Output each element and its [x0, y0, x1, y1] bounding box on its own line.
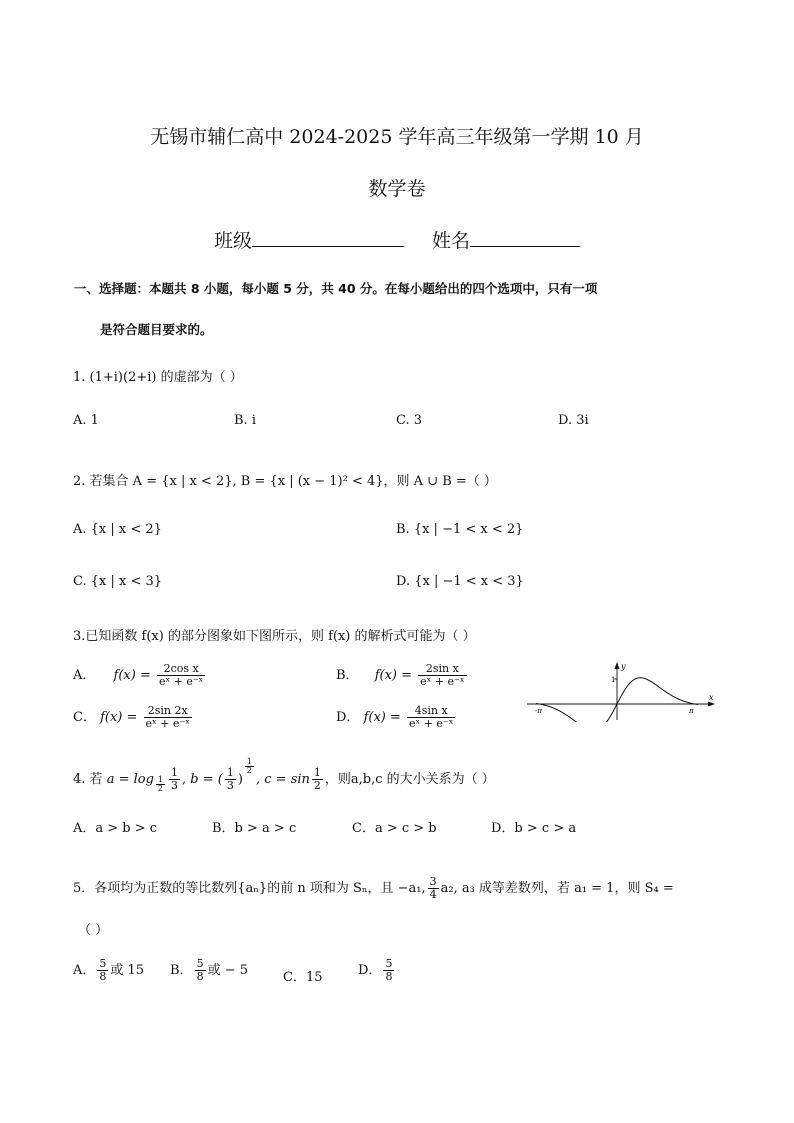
q3-option-b-fraction: $\frac{\text{2sin x}}{\text{eˣ + e⁻ˣ}}$ [420, 662, 465, 688]
q3-stem: 3.已知函数 f(x) 的部分图象如下图所示，则 f(x) 的解析式可能为（ ） [73, 629, 476, 644]
q2-option-a[interactable]: A. {x | x < 2} [73, 522, 162, 537]
q3-option-d-fn: f(x) = [363, 710, 401, 725]
q3-option-d-fraction: $\frac{\text{4sin x}}{\text{eˣ + e⁻ˣ}}$ [409, 704, 454, 730]
q5-option-b-fraction: $\frac{5}{8}$ [196, 957, 204, 983]
q4-log-arg: $\frac{1}{3}$ [171, 766, 178, 792]
q1-option-b[interactable]: B. i [234, 413, 256, 428]
q1-option-a[interactable]: A. 1 [73, 413, 99, 428]
q5-stem-part1: 5．各项均为正数的等比数列{aₙ}的前 n 项和为 Sₙ，且 −a₁, [73, 881, 426, 896]
q5-stem-part2: a₂, a₃ 成等差数列，若 a₁ = 1，则 S₄ = [440, 881, 674, 896]
y-axis-arrow [615, 662, 620, 669]
q5-option-b-tail: 或 − 5 [207, 963, 248, 978]
x-axis-label: x [709, 693, 714, 702]
exam-title: 无锡市辅仁高中 2024-2025 学年高三年级第一学期 10 月 [150, 126, 644, 148]
q5-option-d-fraction: $\frac{5}{8}$ [385, 957, 393, 983]
q3-option-d-label: D． [336, 710, 360, 725]
q5-option-d[interactable] [358, 958, 396, 983]
q4-option-a[interactable]: A．a > b > c [73, 821, 158, 836]
name-label: 姓名 [432, 230, 471, 252]
q3-option-a[interactable] [73, 663, 207, 688]
q5-stem [73, 876, 674, 901]
q4-option-c[interactable]: C．a > c > b [352, 821, 437, 836]
q4-c-expr: c = sin [264, 772, 310, 787]
q1-stem: 1. (1+i)(2+i) 的虚部为（ ） [73, 370, 243, 385]
q2-option-c[interactable]: C. {x | x < 3} [73, 574, 163, 589]
section1-line1: 一、选择题：本题共 8 小题，每小题 5 分，共 40 分。在每小题给出的四个选项中，只有一项 [74, 281, 598, 296]
q4-prefix: 4. 若 [73, 772, 103, 787]
q3-option-a-label: A． [73, 668, 96, 683]
q3-option-a-fn: f(x) = [113, 668, 151, 683]
student-info-row [0, 226, 794, 253]
q3-option-c[interactable] [73, 705, 194, 730]
q4-c-arg: $\frac{1}{2}$ [313, 766, 321, 792]
q4-option-b[interactable]: B．b > a > c [212, 821, 297, 836]
q2-stem: 2. 若集合 A = {x | x < 2}, B = {x | (x − 1)² < 4}，则 A ∪ B =（ ） [73, 474, 497, 489]
q4-b-exponent: $\frac{1}{2}$ [246, 757, 252, 775]
name-blank[interactable] [470, 228, 580, 247]
q5-option-a[interactable] [73, 958, 144, 983]
q5-stem-fraction: $\frac{3}{4}$ [429, 875, 437, 901]
tick-label-pi: π [689, 707, 694, 715]
q1-option-d[interactable]: D. 3i [558, 413, 589, 428]
q3-option-d[interactable] [336, 705, 457, 730]
q4-b-base: $\frac{1}{3}$ [226, 766, 234, 792]
q1-option-c[interactable]: C. 3 [396, 413, 423, 428]
q3-option-c-fraction: $\frac{2\sin 2x}{\text{eˣ + e⁻ˣ}}$ [145, 704, 190, 730]
x-axis-arrow [708, 702, 715, 707]
class-label: 班级 [213, 230, 252, 252]
q3-option-c-fn: f(x) = [100, 710, 138, 725]
tick-label-one: 1 [611, 676, 616, 684]
q5-option-b[interactable] [170, 958, 248, 983]
q4-option-d[interactable]: D．b > c > a [491, 821, 577, 836]
q5-option-a-label: A． [73, 963, 96, 978]
class-blank[interactable] [252, 228, 404, 247]
q4-suffix: ，则a,b,c 的大小关系为（ ） [324, 772, 495, 787]
q2-option-b[interactable]: B. {x | −1 < x < 2} [396, 522, 524, 537]
exam-subtitle: 数学卷 [368, 178, 426, 200]
section1-line2: 是符合题目要求的。 [100, 322, 213, 337]
q2-option-d[interactable]: D. {x | −1 < x < 3} [396, 574, 524, 589]
q3-function-graph [525, 660, 720, 722]
q4-log-base: $\frac{1}{2}$ [157, 775, 163, 793]
q3-option-b-label: B． [336, 668, 359, 683]
q3-option-c-label: C． [73, 710, 96, 725]
q5-option-a-fraction: $\frac{5}{8}$ [99, 957, 107, 983]
q4-a-expr: a = log [106, 772, 154, 787]
q5-answer-paren: （ ） [78, 923, 109, 938]
y-axis-label: y [621, 662, 626, 671]
q5-option-a-tail: 或 15 [110, 963, 145, 978]
q5-option-b-label: B． [170, 963, 193, 978]
q3-option-a-fraction: $\frac{\text{2cos x}}{\text{eˣ + e⁻ˣ}}$ [158, 662, 204, 688]
q3-option-b[interactable] [336, 663, 469, 688]
q5-option-d-label: D． [358, 963, 382, 978]
q3-option-b-fn: f(x) = [374, 668, 413, 683]
q4-b-expr: b = ( [190, 772, 223, 787]
q4-stem: 4. 若 a = log $\frac{1}{2}$ $\frac{1}{3}$ , b = ( $\frac{1}{3}$ ) $\frac{1}{2}$ , c = sin $\frac{1}{2}$ ，则a,b,c 的大小关系为（ ） [73, 757, 495, 793]
tick-label-neg-pi: -π [535, 707, 542, 715]
q5-option-c[interactable]: C．15 [283, 970, 323, 985]
